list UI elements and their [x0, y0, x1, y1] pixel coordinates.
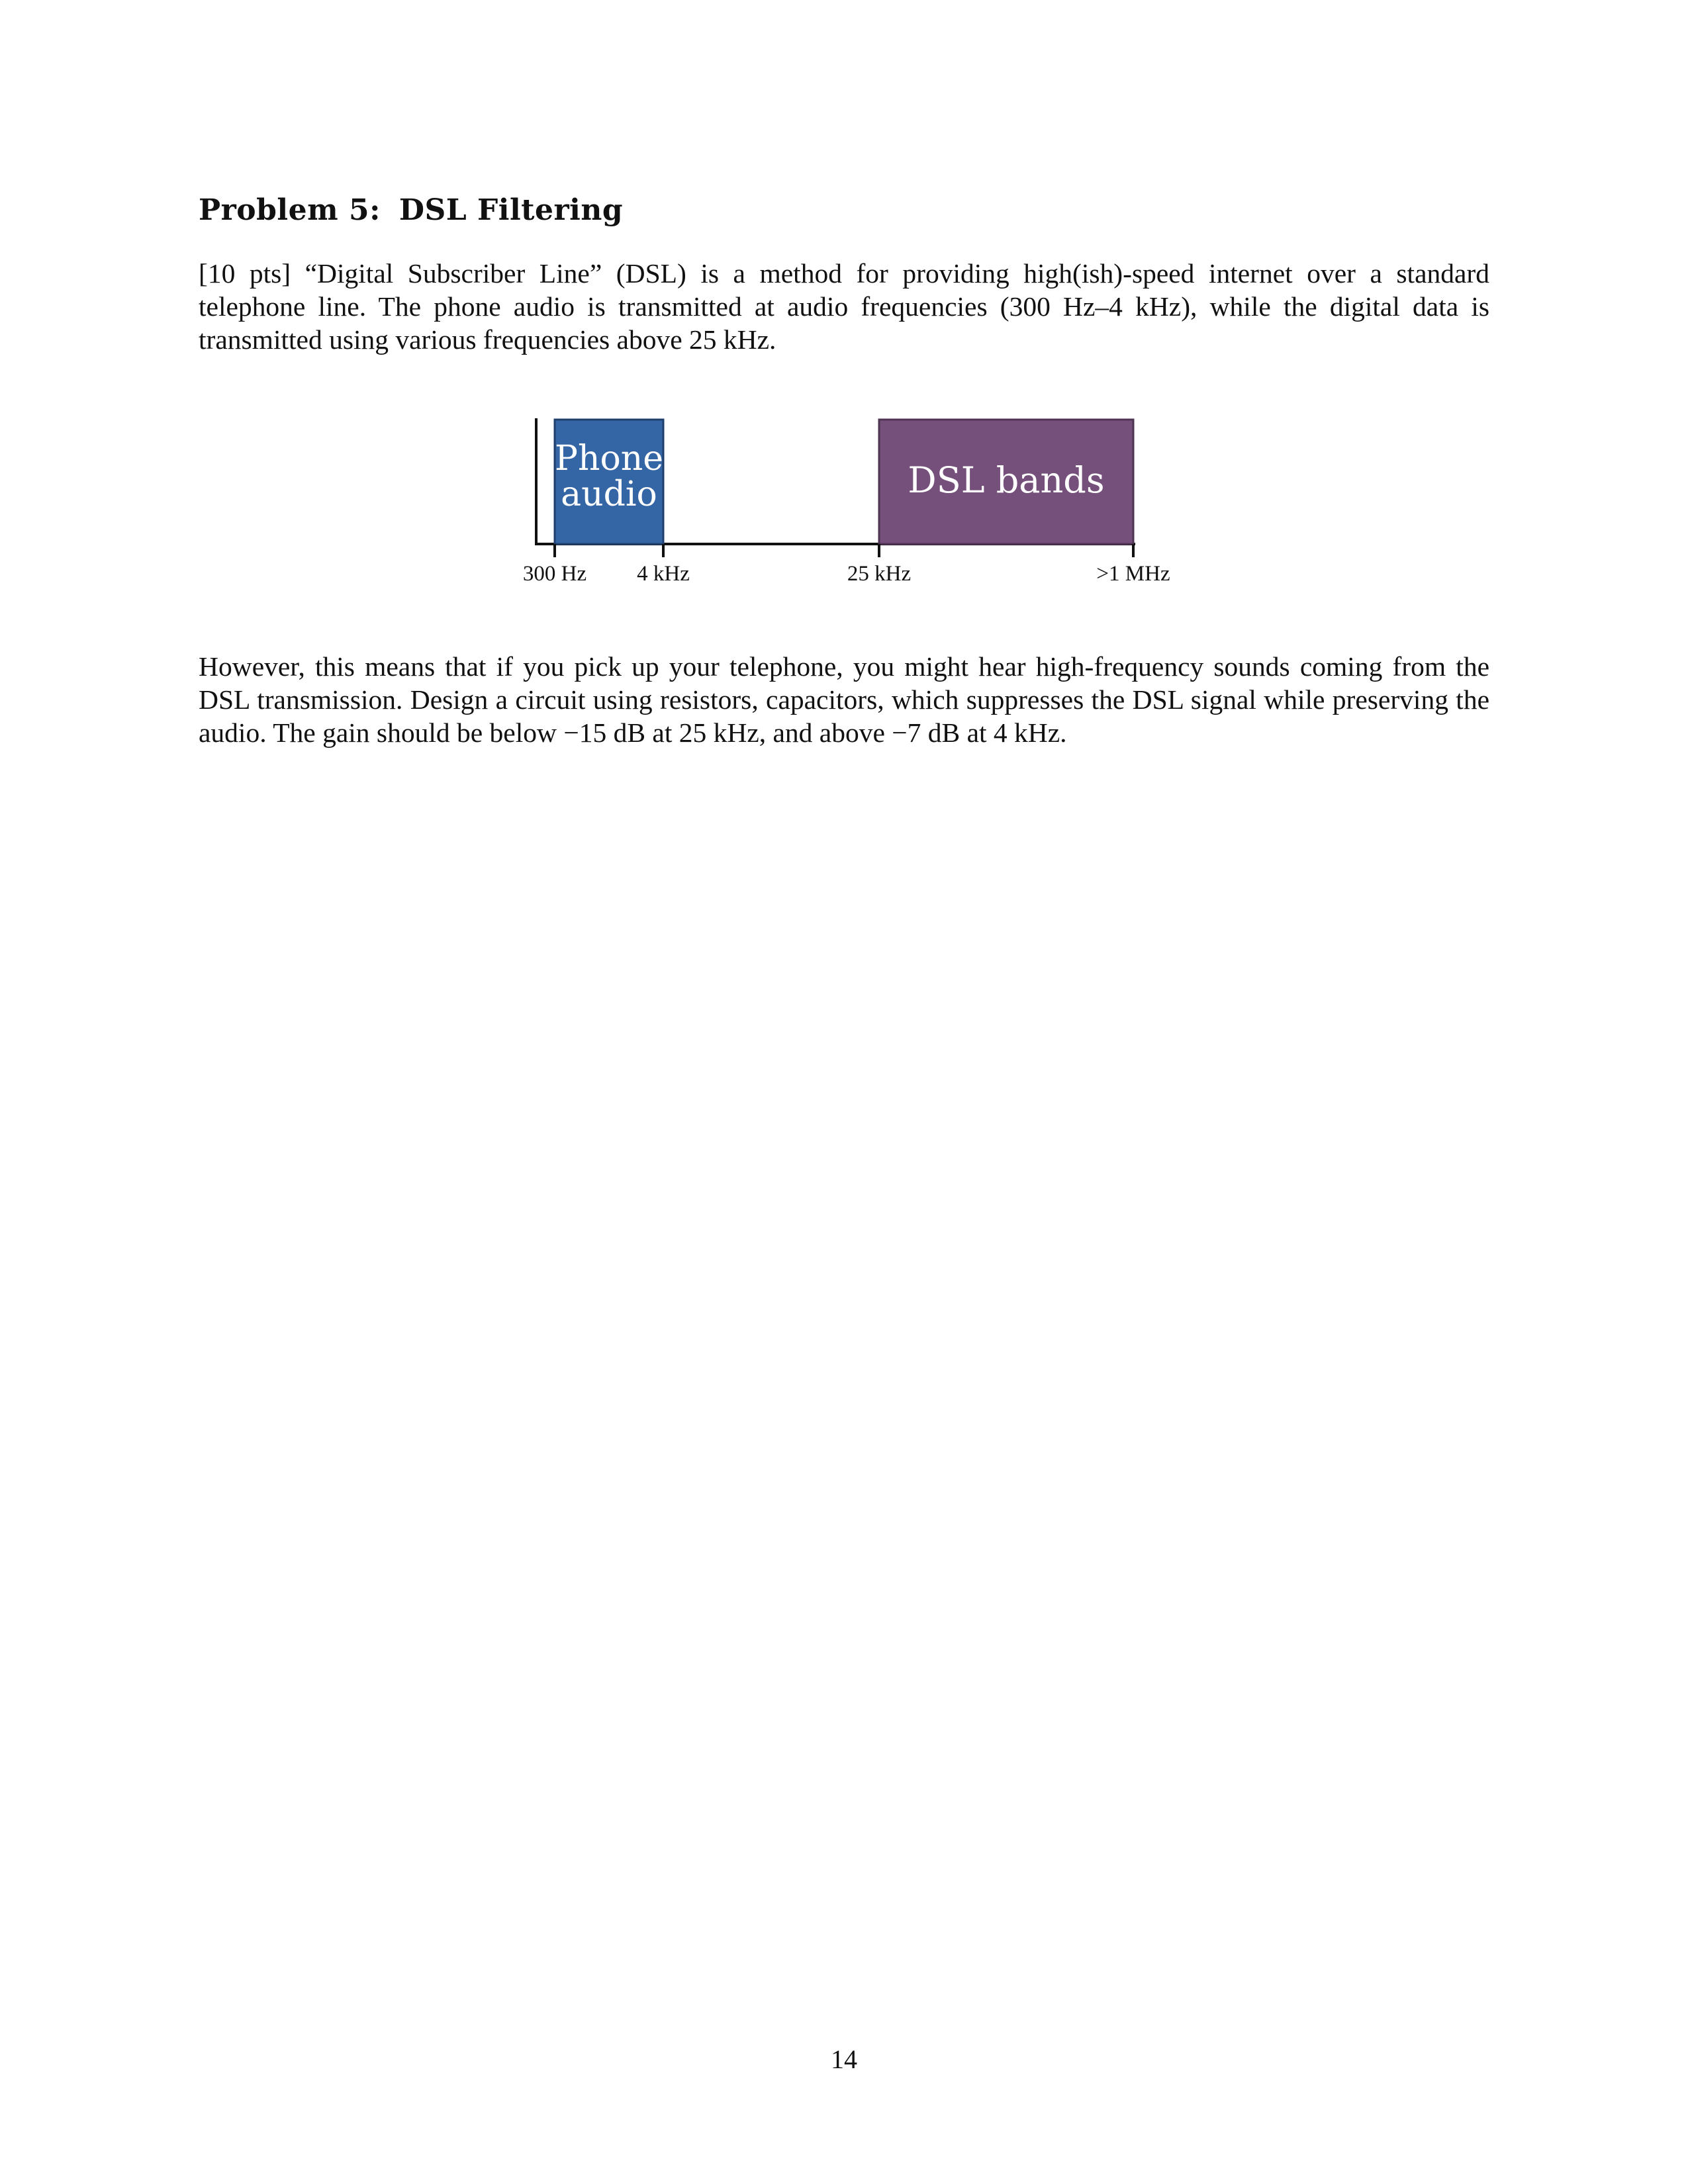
intro-paragraph: [10 pts] “Digital Subscriber Line” (DSL) is a method for providing high(ish)-speed internet over a standard telephone line. The phone audio is transmitted at audio frequencies (300 Hz–4 kHz), while the digital data is transmitted using various frequencies above 25 kHz. [199, 258, 1489, 355]
tick-label-25khz: 25 kHz [847, 562, 912, 586]
problem-title: DSL Filtering [399, 193, 624, 227]
problem-heading [199, 193, 623, 227]
phone-audio-label-line1: Phone [554, 439, 664, 478]
tick-label-300hz: 300 Hz [522, 562, 587, 586]
frequency-band-diagram [503, 404, 1178, 596]
dsl-band-label: DSL bands [908, 459, 1105, 501]
phone-audio-label-line2: audio [561, 475, 657, 514]
design-paragraph: However, this means that if you pick up your telephone, you might hear high-frequency sounds coming from the DSL transmission. Design a circuit using resistors, capacitors, which suppresses the DSL signal while preserving the audio. The gain should be below −15 dB at 25 kHz, and above −7 dB at 4 kHz. [199, 651, 1489, 748]
page-number: 14 [831, 2044, 857, 2074]
tick-label-1mhz: >1 MHz [1096, 562, 1170, 586]
tick-label-4khz: 4 kHz [637, 562, 690, 586]
problem-number: Problem 5: [199, 193, 381, 227]
